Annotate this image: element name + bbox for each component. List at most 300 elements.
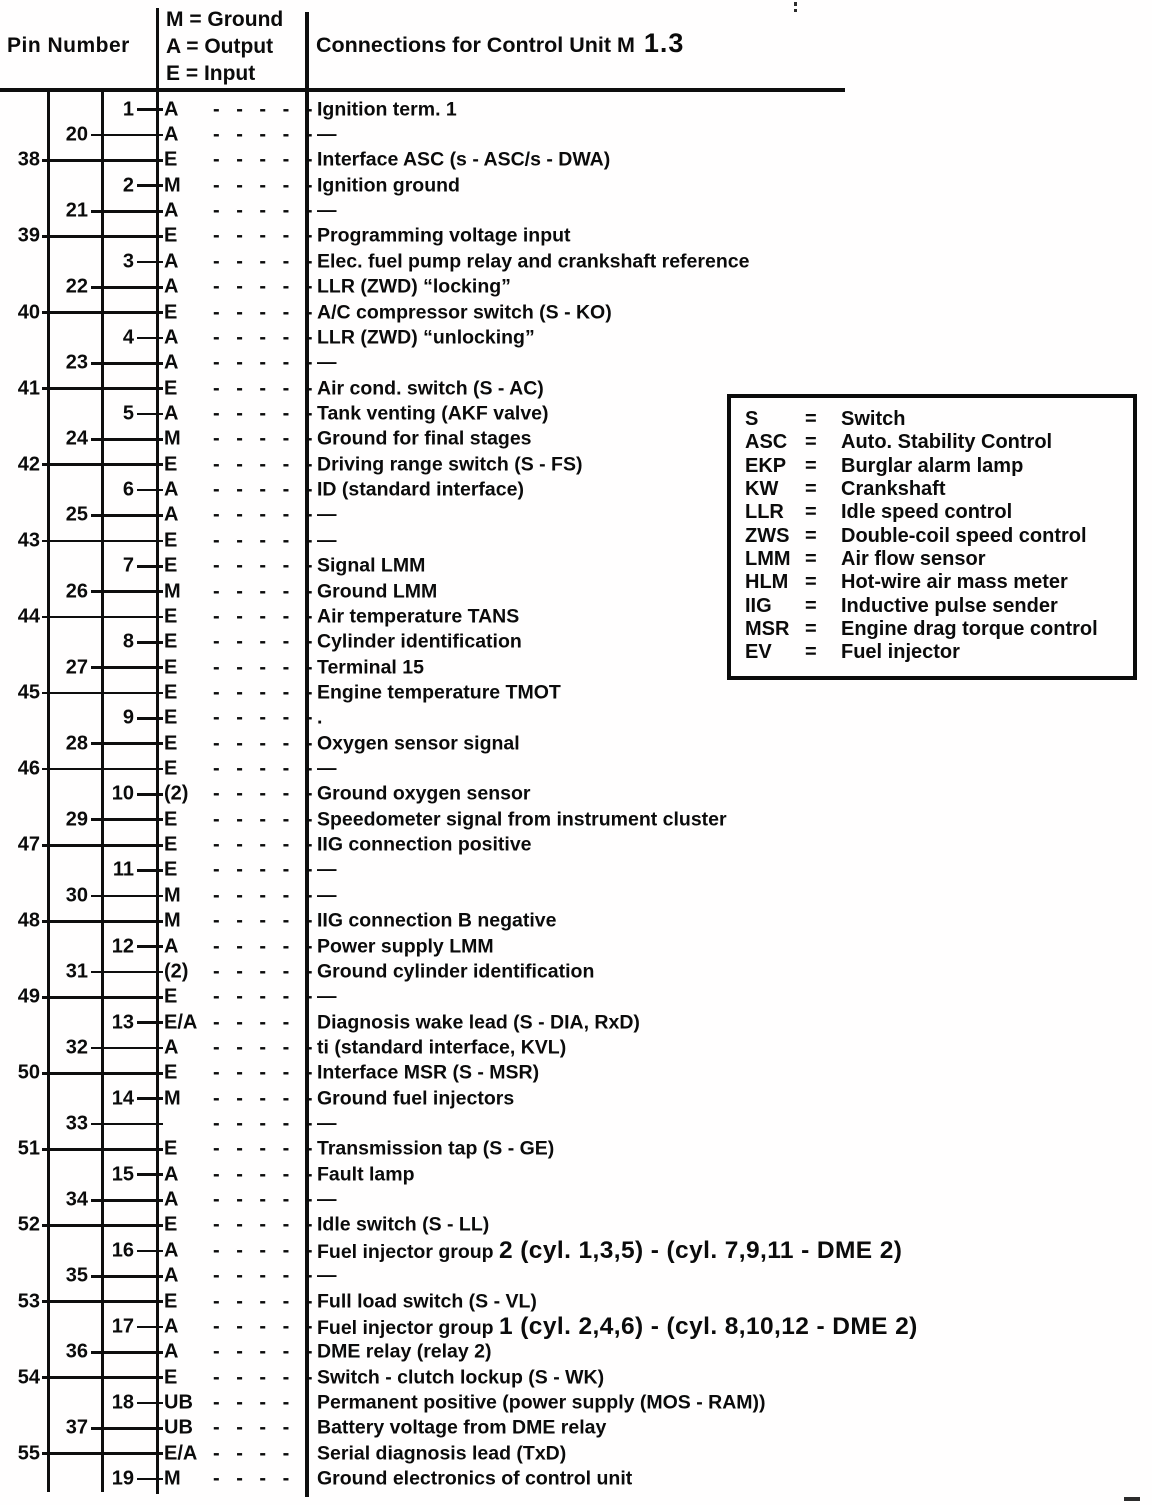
- pin-number: 3: [122, 250, 134, 273]
- pin-number: 41: [17, 377, 40, 400]
- pin-tick-line: [91, 971, 163, 974]
- pin-tick-line: [91, 1351, 163, 1354]
- pin-tick-line: [91, 590, 163, 593]
- pin-number: 52: [17, 1213, 40, 1236]
- pin-type-code: UB: [164, 1391, 193, 1414]
- dash-leader: - - - - -: [213, 706, 319, 729]
- pin-tick-line: [91, 286, 163, 289]
- pin-description: —: [317, 757, 337, 780]
- pin-tick-line: [137, 1250, 163, 1253]
- pin-tick-line: [42, 387, 163, 390]
- dash-leader: - - - - -: [213, 858, 319, 881]
- pin-tick-line: [42, 768, 163, 771]
- pin-type-code: A: [164, 402, 179, 425]
- pin-description: Ground fuel injectors: [317, 1087, 515, 1110]
- abbreviation-code: EV: [745, 641, 772, 664]
- pin-description: ti (standard interface, KVL): [317, 1036, 567, 1059]
- pin-tick-line: [42, 159, 163, 162]
- pin-number: 31: [65, 960, 88, 983]
- equals-sign: =: [805, 571, 817, 594]
- pin-number: 26: [65, 580, 88, 602]
- pin-number: 8: [122, 630, 134, 653]
- control-unit-version: 1.3: [643, 28, 685, 58]
- dash-leader: - - - - -: [213, 478, 319, 501]
- type-key-ground: M = Ground: [166, 8, 284, 31]
- pin-description: Ground oxygen sensor: [317, 782, 531, 805]
- pin-type-code: A: [164, 478, 179, 501]
- pin-number: 42: [17, 453, 40, 476]
- pin-description: .: [317, 706, 323, 729]
- pin-number: 45: [17, 681, 40, 704]
- pin-type-code: A: [164, 1315, 179, 1338]
- pin-type-code: E: [164, 529, 178, 552]
- pin-description-annotation: 2 (cyl. 1,3,5) - (cyl. 7,9,11 - DME 2): [499, 1236, 903, 1264]
- dash-leader: - - - - -: [213, 250, 319, 273]
- pin-number: 47: [17, 833, 40, 856]
- pin-type-code: M: [164, 884, 181, 907]
- pin-tick-line: [137, 108, 163, 111]
- pin-tick-line: [42, 1148, 163, 1151]
- pin-type-code: E: [164, 630, 178, 653]
- type-code-key: [166, 6, 283, 87]
- pin-description: —: [317, 199, 337, 222]
- pin-description: —: [317, 1188, 337, 1211]
- pin-row: [0, 1187, 1152, 1212]
- pin-tick-line: [137, 184, 163, 187]
- dash-leader: - - - - -: [213, 1188, 319, 1211]
- pin-description: —: [317, 1112, 337, 1135]
- pin-description: IIG connection positive: [317, 833, 532, 856]
- pin-row: [0, 909, 1152, 934]
- pin-row: [0, 1061, 1152, 1086]
- pin-row: [0, 1289, 1152, 1314]
- pin-type-code: A: [164, 1036, 179, 1059]
- pin-row: [0, 883, 1152, 908]
- pin-row: [0, 858, 1152, 883]
- dash-leader: - - - - -: [213, 1366, 319, 1389]
- equals-sign: =: [805, 408, 817, 431]
- dash-leader: - - - - -: [213, 909, 319, 932]
- pin-description: Idle switch (S - LL): [317, 1213, 490, 1236]
- pin-number: 16: [111, 1239, 134, 1262]
- scan-artifact-top: [794, 2, 797, 6]
- pin-row: [0, 782, 1152, 807]
- pin-number: 5: [122, 402, 134, 425]
- pin-number: 15: [111, 1163, 134, 1186]
- abbreviation-meaning: Fuel injector: [841, 641, 960, 664]
- pin-row: [0, 275, 1152, 300]
- pin-type-code: (2): [164, 782, 189, 805]
- pin-row: [0, 148, 1152, 173]
- dash-leader: - - - - -: [213, 98, 319, 121]
- pin-number: 11: [112, 858, 134, 881]
- pin-type-code: E: [164, 1366, 178, 1389]
- pin-type-code: E: [164, 224, 178, 247]
- pin-number: 18: [111, 1391, 134, 1414]
- pin-number: 24: [65, 427, 88, 450]
- pin-tick-line: [91, 1427, 163, 1430]
- pin-description: —: [317, 351, 337, 374]
- pin-description: Tank venting (AKF valve): [317, 402, 549, 425]
- pin-number: 1: [122, 98, 134, 121]
- pin-number: 20: [65, 123, 88, 146]
- pin-description: Terminal 15: [317, 656, 424, 679]
- pin-row: [0, 1466, 1152, 1491]
- pin-number: 40: [17, 301, 40, 324]
- pin-type-code: A: [164, 1239, 179, 1262]
- equals-sign: =: [805, 501, 817, 524]
- pin-rows-container: [0, 97, 1152, 1492]
- pin-tick-line: [91, 818, 163, 821]
- dash-leader: - - - - -: [213, 1112, 319, 1135]
- pin-type-code: E: [164, 757, 178, 780]
- abbreviation-row: [745, 431, 1133, 454]
- pin-type-code: E: [164, 453, 178, 476]
- pin-row: [0, 1441, 1152, 1466]
- pin-tick-line: [42, 1452, 163, 1455]
- dash-leader: - - - - -: [213, 884, 319, 907]
- abbreviation-code: ZWS: [745, 524, 790, 547]
- pin-tick-line: [137, 1402, 163, 1405]
- pin-row: [0, 97, 1152, 122]
- pin-row: [0, 1365, 1152, 1390]
- dash-leader: - - - -: [213, 1416, 295, 1439]
- pin-row: [0, 351, 1152, 376]
- pin-number: 30: [65, 884, 88, 907]
- pin-description: Ground cylinder identification: [317, 960, 595, 983]
- dash-leader: - - - -: [213, 1391, 295, 1414]
- abbreviation-code: MSR: [745, 617, 790, 640]
- pin-tick-line: [137, 1173, 163, 1176]
- pin-row: [0, 1390, 1152, 1415]
- pin-tick-line: [91, 362, 163, 365]
- abbreviation-code: IIG: [745, 594, 772, 617]
- dash-leader: - - - - -: [213, 427, 319, 450]
- equals-sign: =: [805, 641, 817, 664]
- pin-type-code: A: [164, 503, 179, 526]
- pin-type-code: E: [164, 148, 178, 171]
- pin-type-code: M: [164, 1467, 181, 1490]
- abbreviation-code: ASC: [745, 431, 788, 454]
- dash-leader: - - - - -: [213, 985, 319, 1008]
- pin-type-code: M: [164, 909, 181, 932]
- pin-description: Ground electronics of control unit: [317, 1467, 633, 1490]
- dash-leader: - - - - -: [213, 1239, 319, 1262]
- pin-tick-line: [137, 945, 163, 948]
- pin-type-code: E: [164, 1213, 178, 1236]
- pin-tick-line: [42, 463, 163, 466]
- equals-sign: =: [805, 617, 817, 640]
- pin-type-code: E: [164, 605, 178, 628]
- pin-description: —: [317, 123, 337, 146]
- dash-leader: - - - - -: [213, 1264, 319, 1287]
- abbreviation-row: [745, 594, 1133, 617]
- pin-description: Air temperature TANS: [317, 605, 520, 628]
- pin-row: [0, 985, 1152, 1010]
- dash-leader: - - - - -: [213, 275, 319, 298]
- pin-type-code: A: [164, 98, 179, 121]
- equals-sign: =: [805, 547, 817, 570]
- dash-leader: - - - - -: [213, 174, 319, 197]
- pin-description: A/C compressor switch (S - KO): [317, 301, 612, 324]
- pin-row: [0, 224, 1152, 249]
- dash-leader: - - - - -: [213, 453, 319, 476]
- pin-type-code: E: [164, 808, 178, 831]
- abbreviation-meaning: Inductive pulse sender: [841, 594, 1058, 617]
- dash-leader: - - - - -: [213, 1213, 319, 1236]
- pin-row: [0, 706, 1152, 731]
- pin-type-code: UB: [164, 1416, 193, 1439]
- pin-description: Oxygen sensor signal: [317, 732, 520, 755]
- dash-leader: - - - - -: [213, 1163, 319, 1186]
- pin-row: [0, 1010, 1152, 1035]
- pin-row: [0, 731, 1152, 756]
- pin-number: 33: [65, 1112, 88, 1135]
- pin-row: [0, 122, 1152, 147]
- pin-description: Fuel injector group 2 (cyl. 1,3,5) - (cyl. 7,9,11 - DME 2): [317, 1236, 903, 1264]
- pin-type-code: M: [164, 174, 181, 197]
- pin-description: Serial diagnosis lead (TxD): [317, 1442, 567, 1465]
- dash-leader: - - - - -: [213, 1137, 319, 1160]
- pin-description: DME relay (relay 2): [317, 1340, 492, 1363]
- pin-number: 37: [65, 1416, 88, 1439]
- pin-description: Power supply LMM: [317, 935, 494, 958]
- dash-leader: - - - - -: [213, 326, 319, 349]
- pin-number: 27: [65, 656, 88, 679]
- pin-description: Transmission tap (S - GE): [317, 1137, 555, 1160]
- pin-type-code: E: [164, 1061, 178, 1084]
- pin-number: 28: [65, 732, 88, 755]
- pin-description: Ignition term. 1: [317, 98, 457, 121]
- pin-tick-line: [42, 311, 163, 314]
- pin-number: 34: [65, 1188, 88, 1211]
- pin-type-code: A: [164, 275, 179, 298]
- abbreviation-row: [745, 641, 1133, 664]
- type-key-input: E = Input: [166, 62, 256, 85]
- pin-type-code: A: [164, 1163, 179, 1186]
- pin-description: Full load switch (S - VL): [317, 1290, 537, 1313]
- pin-number: 55: [17, 1442, 40, 1465]
- pin-description: —: [317, 884, 337, 907]
- pin-number: 10: [111, 782, 134, 805]
- pin-type-code: E: [164, 858, 178, 881]
- equals-sign: =: [805, 594, 817, 617]
- pin-type-code: M: [164, 580, 181, 602]
- abbreviation-meaning: Hot-wire air mass meter: [841, 571, 1068, 594]
- pin-number: 48: [17, 909, 40, 932]
- pin-description: IIG connection B negative: [317, 909, 557, 932]
- pin-description: Permanent positive (power supply (MOS - RAM)): [317, 1391, 766, 1414]
- pin-description: Fuel injector group 1 (cyl. 2,4,6) - (cyl. 8,10,12 - DME 2): [317, 1312, 918, 1340]
- dash-leader: - - - - -: [213, 656, 319, 679]
- dash-leader: - - - - -: [213, 757, 319, 780]
- pin-tick-line: [42, 1376, 163, 1379]
- pin-type-code: E: [164, 681, 178, 704]
- pin-number: 17: [111, 1315, 134, 1338]
- pin-tick-line: [91, 514, 163, 517]
- pin-tick-line: [91, 438, 163, 441]
- dash-leader: - - - - -: [213, 782, 319, 805]
- pin-number: 29: [65, 808, 88, 831]
- pin-type-code: A: [164, 351, 179, 374]
- dash-leader: - - - - -: [213, 1087, 319, 1110]
- pin-number: 32: [65, 1036, 88, 1059]
- dash-leader: - - - - -: [213, 301, 319, 324]
- dash-leader: - - - - -: [213, 1061, 319, 1084]
- pin-number: 4: [122, 326, 134, 349]
- pin-row: [0, 1213, 1152, 1238]
- dash-leader: - - - - -: [213, 402, 319, 425]
- pin-tick-line: [137, 793, 163, 796]
- abbreviation-row: [745, 478, 1133, 501]
- scan-artifact-bottom-right: [1124, 1497, 1140, 1501]
- pin-type-code: A: [164, 250, 179, 273]
- dash-leader: - - - - -: [213, 1340, 319, 1363]
- pin-description: —: [317, 985, 337, 1008]
- pin-number: 46: [17, 757, 40, 780]
- pin-tick-line: [137, 565, 163, 568]
- pin-tick-line: [91, 666, 163, 669]
- pin-tick-line: [42, 692, 163, 695]
- abbreviation-code: KW: [745, 478, 779, 501]
- pin-tick-line: [137, 717, 163, 720]
- pin-row: [0, 934, 1152, 959]
- pin-description: —: [317, 858, 337, 881]
- dash-leader: - - - - -: [213, 123, 319, 146]
- pin-tick-line: [42, 235, 163, 238]
- pin-type-code: E: [164, 1137, 178, 1160]
- abbreviation-meaning: Burglar alarm lamp: [841, 454, 1024, 477]
- abbreviation-code: HLM: [745, 571, 789, 594]
- pin-number: 21: [65, 199, 88, 222]
- pin-number: 25: [65, 503, 88, 526]
- equals-sign: =: [805, 524, 817, 547]
- dash-leader: - - - - -: [213, 935, 319, 958]
- abbreviation-row: [745, 548, 1133, 571]
- pin-type-code: A: [164, 1340, 179, 1363]
- pin-description: LLR (ZWD) “unlocking”: [317, 326, 535, 349]
- pin-type-code: A: [164, 1188, 179, 1211]
- pin-number: 54: [17, 1366, 40, 1389]
- pin-type-code: A: [164, 123, 179, 146]
- pin-description: Ground LMM: [317, 580, 438, 602]
- abbreviation-row: [745, 571, 1133, 594]
- pin-description: Diagnosis wake lead (S - DIA, RxD): [317, 1011, 640, 1034]
- pin-row: [0, 300, 1152, 325]
- pin-number: 13: [111, 1011, 134, 1034]
- equals-sign: =: [805, 431, 817, 454]
- table-title-text: Connections for Control Unit M: [316, 33, 635, 57]
- pin-number: 19: [111, 1467, 134, 1490]
- pin-row: [0, 807, 1152, 832]
- pin-number: 2: [122, 174, 134, 197]
- abbreviation-row: [745, 501, 1133, 524]
- pin-description: Speedometer signal from instrument cluster: [317, 808, 727, 831]
- pin-row: [0, 1416, 1152, 1441]
- pin-tick-line: [42, 844, 163, 847]
- abbreviation-row: [745, 408, 1133, 431]
- dash-leader: - - - - -: [213, 351, 319, 374]
- pin-description: Interface ASC (s - ASC/s - DWA): [317, 148, 611, 171]
- abbreviation-row: [745, 455, 1133, 478]
- abbreviation-row: [745, 618, 1133, 641]
- pin-tick-line: [137, 1478, 163, 1481]
- dash-leader: - - - - -: [213, 605, 319, 628]
- pin-type-code: E/A: [164, 1442, 198, 1465]
- abbreviation-legend-box: [727, 394, 1137, 680]
- pin-tick-line: [91, 1123, 163, 1126]
- dash-leader: - - - - -: [213, 503, 319, 526]
- pin-number: 51: [17, 1137, 40, 1160]
- pin-tick-line: [137, 413, 163, 416]
- dash-leader: - - - - -: [213, 580, 319, 602]
- pin-type-code: E: [164, 656, 178, 679]
- pin-type-code: E: [164, 985, 178, 1008]
- abbreviation-code: LLR: [745, 501, 784, 524]
- pin-description: LLR (ZWD) “locking”: [317, 275, 511, 298]
- abbreviation-meaning: Engine drag torque control: [841, 617, 1098, 640]
- pin-type-code: E: [164, 377, 178, 400]
- pin-row: [0, 959, 1152, 984]
- dash-leader: - - - - -: [213, 377, 319, 400]
- abbreviation-code: LMM: [745, 547, 791, 570]
- pin-type-code: M: [164, 1087, 181, 1110]
- dash-leader: - - - -: [213, 1011, 295, 1034]
- pin-tick-line: [137, 337, 163, 340]
- pin-description: Air cond. switch (S - AC): [317, 377, 544, 400]
- pin-description: Switch - clutch lockup (S - WK): [317, 1366, 605, 1389]
- pin-row: [0, 198, 1152, 223]
- abbreviation-meaning: Double-coil speed control: [841, 524, 1087, 547]
- pin-description: Engine temperature TMOT: [317, 681, 561, 704]
- pin-description: Driving range switch (S - FS): [317, 453, 583, 476]
- pin-description: Cylinder identification: [317, 630, 522, 653]
- pin-tick-line: [42, 1072, 163, 1075]
- pin-type-code: M: [164, 427, 181, 450]
- dash-leader: - - - - -: [213, 1036, 319, 1059]
- abbreviation-meaning: Air flow sensor: [841, 547, 986, 570]
- pin-tick-line: [137, 489, 163, 492]
- pin-description: Ground for final stages: [317, 427, 532, 450]
- pin-type-code: E/A: [164, 1011, 198, 1034]
- pin-type-code: A: [164, 935, 179, 958]
- scan-artifact-top2: [794, 9, 797, 12]
- pin-description: Fault lamp: [317, 1163, 415, 1186]
- pin-row: [0, 756, 1152, 781]
- pin-type-code: (2): [164, 960, 189, 983]
- pin-number-column-header: Pin Number: [7, 34, 130, 57]
- dash-leader: - - - - -: [213, 529, 319, 552]
- pin-description: Elec. fuel pump relay and crankshaft reference: [317, 250, 750, 273]
- pin-tick-line: [137, 1097, 163, 1100]
- pin-tick-line: [91, 1199, 163, 1202]
- pin-tick-line: [91, 1275, 163, 1278]
- pin-description: Ignition ground: [317, 174, 460, 197]
- pin-tick-line: [137, 641, 163, 644]
- abbreviation-meaning: Idle speed control: [841, 501, 1013, 524]
- pin-number: 22: [65, 275, 88, 298]
- pin-row: [0, 1137, 1152, 1162]
- pin-description: Signal LMM: [317, 554, 426, 577]
- pin-tick-line: [42, 540, 163, 543]
- pin-number: 39: [17, 224, 40, 247]
- pin-tick-line: [91, 895, 163, 898]
- type-key-output: A = Output: [166, 35, 274, 58]
- pin-tick-line: [91, 134, 163, 137]
- pin-number: 7: [122, 554, 134, 577]
- pin-row: [0, 832, 1152, 857]
- dash-leader: - - - - -: [213, 630, 319, 653]
